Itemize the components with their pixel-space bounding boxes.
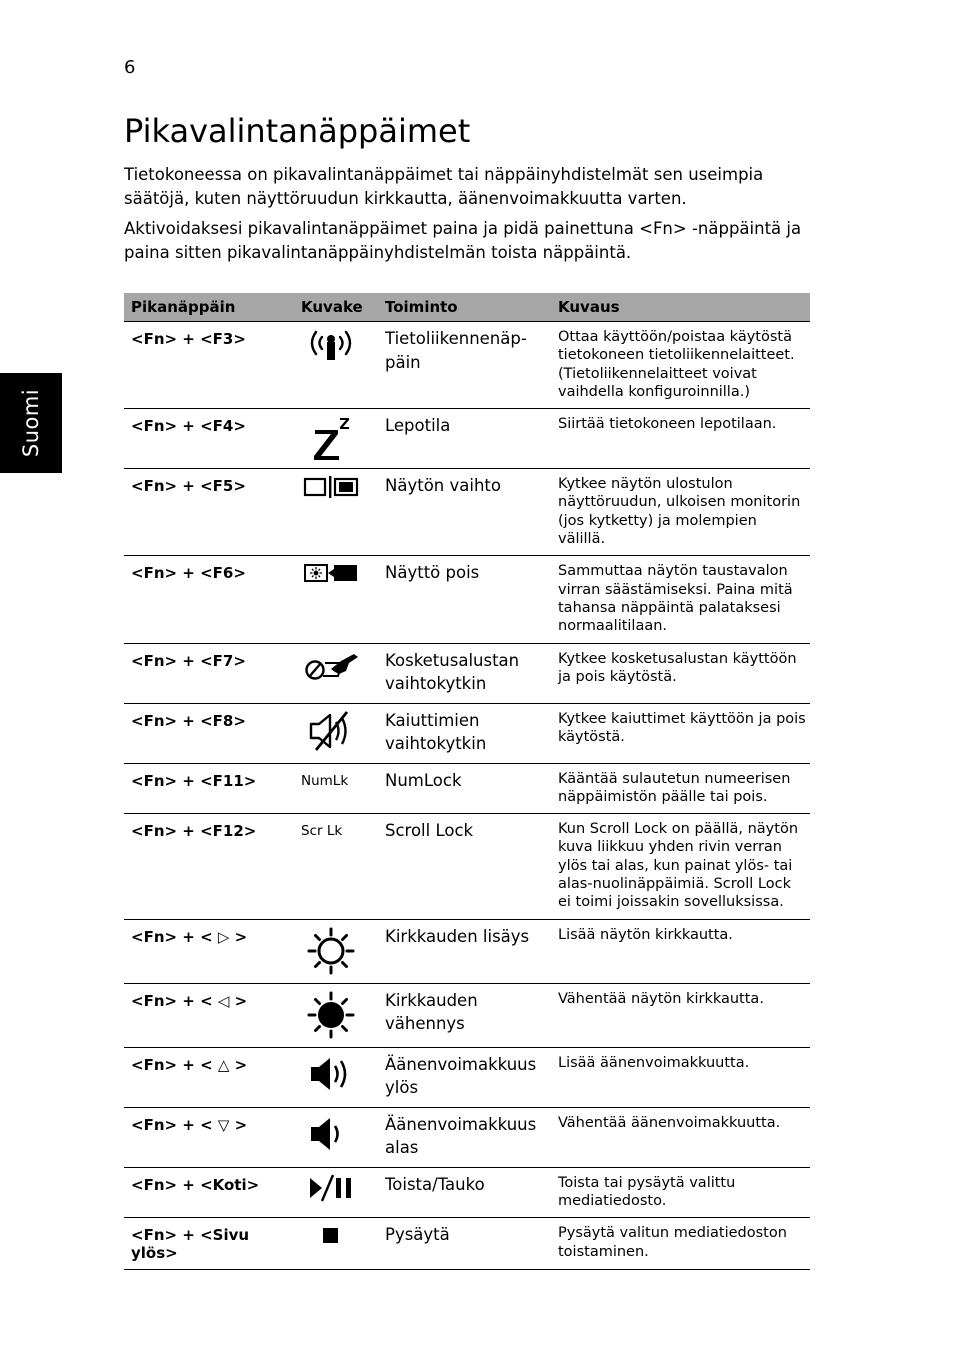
description-cell: Lisää äänenvoimakkuutta. — [551, 1047, 810, 1107]
table-row — [124, 763, 810, 814]
table-row — [124, 703, 810, 763]
icon-cell — [299, 814, 378, 919]
icon-cell — [299, 469, 378, 556]
header-hotkey: Pikanäppäin — [124, 293, 299, 322]
table-row — [124, 983, 810, 1047]
hotkey-cell: <Fn> + <F5> — [124, 469, 299, 556]
description-cell: Pysäytä valitun mediatiedoston toistaminen. — [551, 1218, 810, 1270]
description-cell: Kytkee kaiuttimet käyttöön ja pois käytöstä. — [551, 703, 810, 763]
volume-up-icon — [299, 1054, 363, 1094]
display-off-icon — [299, 562, 363, 584]
hotkey-cell: <Fn> + <F8> — [124, 703, 299, 763]
header-function: Toiminto — [378, 293, 551, 322]
wireless-icon — [299, 328, 363, 362]
icon-cell — [299, 1218, 378, 1270]
hotkey-cell: <Fn> + <F4> — [124, 409, 299, 469]
function-cell: Kaiuttimien vaihtokytkin — [378, 703, 551, 763]
hotkey-cell: <Fn> + < ◁ > — [124, 983, 299, 1047]
display-toggle-icon — [299, 475, 363, 499]
table-row — [124, 1107, 810, 1167]
function-cell: Toista/Tauko — [378, 1167, 551, 1218]
table-row — [124, 1167, 810, 1218]
description-cell: Sammuttaa näytön taustavalon virran säästämiseksi. Paina mitä tahansa näppäintä palataksesi normaalitilaan. — [551, 556, 810, 643]
touchpad-toggle-icon — [299, 650, 363, 682]
brightness-down-icon — [299, 990, 363, 1040]
hotkey-cell: <Fn> + < ▽ > — [124, 1107, 299, 1167]
side-tab-label: Suomi — [19, 388, 43, 458]
hotkey-cell: <Fn> + < △ > — [124, 1047, 299, 1107]
description-cell: Kun Scroll Lock on päällä, näytön kuva liikkuu yhden rivin verran ylös tai alas, kun painat ylös- tai alas-nuolinäppäimiä. Scroll Lock ei toimi joissakin sovelluksissa. — [551, 814, 810, 919]
table-row — [124, 556, 810, 643]
intro-paragraph-2: Aktivoidaksesi pikavalintanäppäimet paina ja pidä painettuna <Fn> -näppäintä ja paina sitten pikavalintanäppäinyhdistelmän toista näppäintä. — [124, 219, 802, 262]
icon-cell — [299, 703, 378, 763]
function-cell: Kirkkauden vähennys — [378, 983, 551, 1047]
function-cell: Äänenvoimakkuus ylös — [378, 1047, 551, 1107]
description-cell: Vähentää äänenvoimakkuutta. — [551, 1107, 810, 1167]
hotkey-cell: <Fn> + <F6> — [124, 556, 299, 643]
description-cell: Kääntää sulautetun numeerisen näppäimistön päälle tai pois. — [551, 763, 810, 814]
language-side-tab — [0, 373, 62, 473]
function-cell: Kirkkauden lisäys — [378, 919, 551, 983]
icon-label: Scr Lk — [301, 823, 343, 840]
play-pause-icon — [299, 1174, 363, 1202]
table-header-row — [124, 293, 810, 322]
function-cell: Äänenvoimakkuus alas — [378, 1107, 551, 1167]
icon-cell — [299, 1107, 378, 1167]
speaker-mute-icon — [299, 710, 363, 752]
description-cell: Kytkee kosketusalustan käyttöön ja pois käytöstä. — [551, 643, 810, 703]
icon-cell — [299, 643, 378, 703]
header-description: Kuvaus — [551, 293, 810, 322]
table-row — [124, 409, 810, 469]
description-cell: Toista tai pysäytä valittu mediatiedosto. — [551, 1167, 810, 1218]
hotkey-cell: <Fn> + <F12> — [124, 814, 299, 919]
icon-cell — [299, 322, 378, 409]
hotkey-cell: <Fn> + < ▷ > — [124, 919, 299, 983]
volume-down-icon — [299, 1114, 363, 1154]
function-cell: Tietoliikennenäp-päin — [378, 322, 551, 409]
hotkey-cell: <Fn> + <F3> — [124, 322, 299, 409]
function-cell: Scroll Lock — [378, 814, 551, 919]
page-number: 6 — [124, 57, 136, 78]
description-cell: Siirtää tietokoneen lepotilaan. — [551, 409, 810, 469]
sleep-icon — [299, 415, 363, 461]
icon-cell — [299, 1167, 378, 1218]
function-cell: Näytön vaihto — [378, 469, 551, 556]
description-cell: Vähentää näytön kirkkautta. — [551, 983, 810, 1047]
table-row — [124, 1047, 810, 1107]
stop-icon — [299, 1224, 363, 1244]
table-row — [124, 643, 810, 703]
icon-cell — [299, 983, 378, 1047]
hotkey-cell: <Fn> + <F7> — [124, 643, 299, 703]
hotkey-table — [124, 293, 810, 1270]
intro-paragraph-1: Tietokoneessa on pikavalintanäppäimet tai näppäinyhdistelmät sen useimpia säätöjä, kuten näyttöruudun kirkkautta, äänenvoimakkuutta varten. — [124, 165, 764, 208]
icon-cell — [299, 409, 378, 469]
hotkey-cell: <Fn> + <Koti> — [124, 1167, 299, 1218]
function-cell: NumLock — [378, 763, 551, 814]
brightness-up-icon — [299, 926, 363, 976]
table-row — [124, 814, 810, 919]
table-row — [124, 469, 810, 556]
icon-cell — [299, 556, 378, 643]
table-row — [124, 322, 810, 409]
page-title: Pikavalintanäppäimet — [124, 112, 471, 150]
icon-label: NumLk — [301, 772, 349, 789]
function-cell: Näyttö pois — [378, 556, 551, 643]
description-cell: Ottaa käyttöön/poistaa käytöstä tietokoneen tietoliikennelaitteet. (Tietoliikennelaitteet voivat vaihdella konfiguroinnilla.) — [551, 322, 810, 409]
hotkey-cell: <Fn> + <F11> — [124, 763, 299, 814]
table-row — [124, 1218, 810, 1270]
description-cell: Kytkee näytön ulostulon näyttöruudun, ulkoisen monitorin (jos kytketty) ja molempien välillä. — [551, 469, 810, 556]
function-cell: Pysäytä — [378, 1218, 551, 1270]
icon-cell — [299, 1047, 378, 1107]
hotkey-cell: <Fn> + <Sivu ylös> — [124, 1218, 299, 1270]
function-cell: Lepotila — [378, 409, 551, 469]
header-icon: Kuvake — [299, 293, 378, 322]
function-cell: Kosketusalustan vaihtokytkin — [378, 643, 551, 703]
table-row — [124, 919, 810, 983]
icon-cell — [299, 763, 378, 814]
icon-cell — [299, 919, 378, 983]
description-cell: Lisää näytön kirkkautta. — [551, 919, 810, 983]
